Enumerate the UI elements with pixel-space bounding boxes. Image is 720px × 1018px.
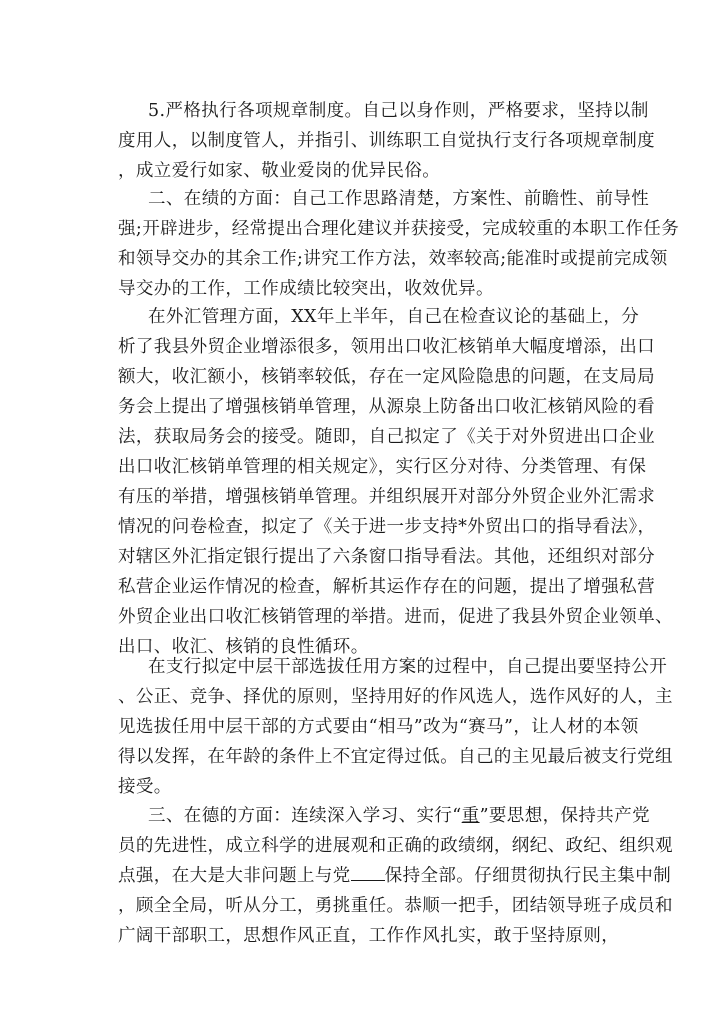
text-segment: 点强，在大是大非问题上与党 xyxy=(118,866,351,886)
paragraph-cadre-selection xyxy=(118,652,673,802)
text-line: 在外汇管理方面，XX年上半年，自己在检查议论的基础上，分 xyxy=(148,307,640,327)
text-line: 出口、收汇、核销的良性循环。 xyxy=(118,637,369,657)
underline-blank xyxy=(351,866,385,881)
paragraph-foreign-exchange xyxy=(118,302,673,662)
text-line: 导交办的工作，工作成绩比较突出，收效优异。 xyxy=(118,279,494,299)
text-line: 有压的举措，增强核销单管理。并组织展开对部分外贸企业外汇需求 xyxy=(118,487,655,507)
text-line: 对辖区外汇指定银行提出了六条窗口指导看法。其他，还组织对部分 xyxy=(118,547,655,567)
paragraph-rules xyxy=(118,96,655,186)
text-line: 出口收汇核销单管理的相关规定》，实行区分对待、分类管理、有保 xyxy=(118,457,647,477)
paragraph-performance xyxy=(118,184,680,304)
text-line: 度用人，以制度管人，并指引、训练职工自觉执行支行各项规章制度 xyxy=(118,131,655,151)
text-line: 和领导交办的其余工作;讲究工作方法，效率较高;能准时或提前完成领 xyxy=(118,249,668,269)
text-line: 得以发挥，在年龄的条件上不宜定得过低。自己的主见最后被支行党组 xyxy=(118,747,673,767)
text-line: 额大，收汇额小，核销率较低，存在一定风险隐患的问题，在支局局 xyxy=(118,367,655,387)
text-line: 见选拔任用中层干部的方式要由“相马”改为“赛马”，让人材的本领 xyxy=(118,717,639,737)
text-line: 法，获取局务会的接受。随即，自己拟定了《关于对外贸进出口企业 xyxy=(118,427,655,447)
text-line: 接受。 xyxy=(118,777,172,797)
text-line: 员的先进性，成立科学的进展观和正确的政绩纲，纲纪、政纪、组织观 xyxy=(118,836,673,856)
text-line: 私营企业运作情况的检查，解析其运作存在的问题，提出了增强私营 xyxy=(118,577,655,597)
text-line: 情况的问卷检查，拟定了《关于进一步支持*外贸出口的指导看法》， xyxy=(118,517,656,537)
text-line: ，成立爱行如家、敬业爱岗的优异民俗。 xyxy=(118,161,441,181)
text-line: 广阔干部职工，思想作风正直，工作作风扎实，敢于坚持原则， xyxy=(118,926,620,946)
text-line: 5.严格执行各项规章制度。自己以身作则，严格要求，坚持以制 xyxy=(148,101,649,121)
text-segment: ”要思想，保持共产党 xyxy=(479,806,651,826)
text-line: 、公正、竞争、择优的原则，坚持用好的作风选人，选作风好的人，主 xyxy=(118,687,673,707)
text-line: 在支行拟定中层干部选拔任用方案的过程中，自己提出要坚持公开 xyxy=(148,657,668,677)
text-segment: 三、在德的方面：连续深入学习、实行“ xyxy=(148,806,462,826)
text-line: ，顾全全局，听从分工，勇挑重任。恭顺一把手，团结领导班子成员和 xyxy=(118,896,673,916)
text-line: 析了我县外贸企业增添很多，领用出口收汇核销单大幅度增添，出口 xyxy=(118,337,655,357)
text-line: 务会上提出了增强核销单管理，从源泉上防备出口收汇核销风险的看 xyxy=(118,397,655,417)
text-line: 强;开辟进步，经常提出合理化建议并获接受，完成较重的本职工作任务 xyxy=(118,219,680,239)
text-segment: 保持全部。仔细贯彻执行民主集中制 xyxy=(384,866,672,886)
underlined-character: 重 xyxy=(461,806,480,826)
text-line xyxy=(118,801,651,831)
paragraph-morality xyxy=(118,801,673,951)
text-line: 二、在绩的方面：自己工作思路清楚，方案性、前瞻性、前导性 xyxy=(148,189,650,209)
text-line xyxy=(118,861,672,891)
text-line: 外贸企业出口收汇核销管理的举措。进而，促进了我县外贸企业领单、 xyxy=(118,607,673,627)
